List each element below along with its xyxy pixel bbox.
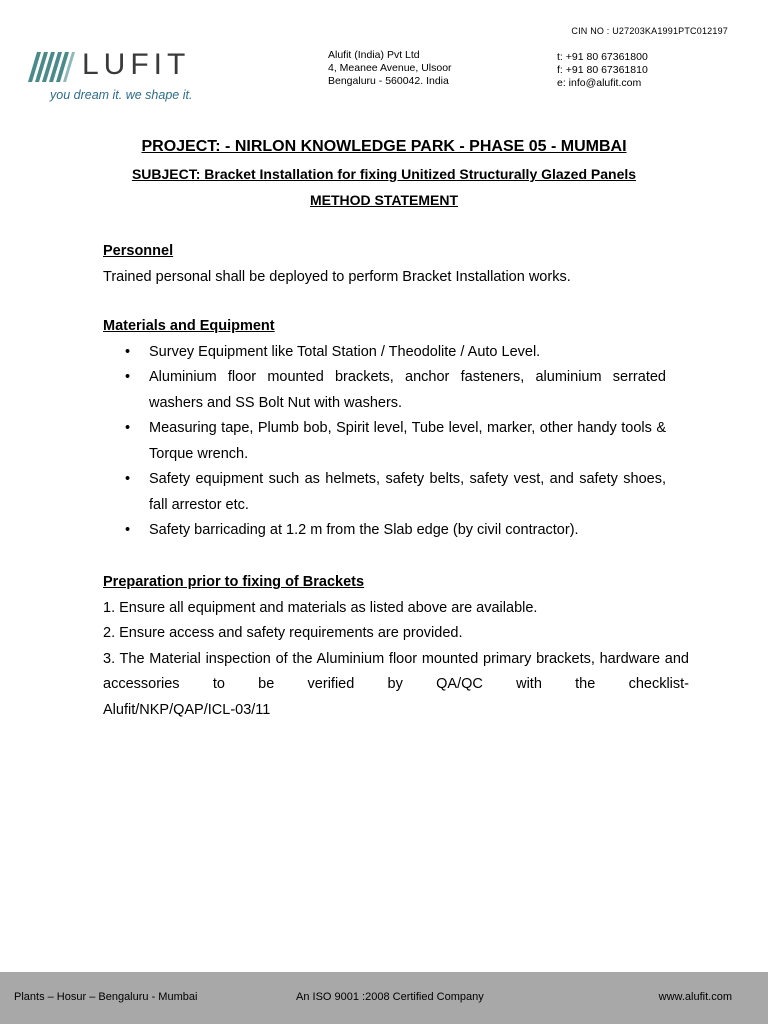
section-heading: Personnel <box>103 243 174 259</box>
fax: f: +91 80 67361810 <box>557 64 648 76</box>
materials-list <box>103 340 666 544</box>
project-title: PROJECT: - NIRLON KNOWLEDGE PARK - PHASE 05 - MUMBAI <box>141 138 627 155</box>
bullet-icon: • <box>125 471 131 487</box>
address-line: Alufit (India) Pvt Ltd <box>328 49 420 61</box>
company-logo <box>24 46 204 110</box>
step-item: 2. Ensure access and safety requirements are provided. <box>103 625 463 641</box>
personnel-text: Trained personal shall be deployed to perform Bracket Installation works. <box>103 268 571 285</box>
cin-number: CIN NO : U27203KA1991PTC012197 <box>571 26 728 36</box>
step-item: Alufit/NKP/QAP/ICL-03/11 <box>103 701 271 718</box>
section-heading: Preparation prior to fixing of Brackets <box>103 574 365 590</box>
list-item: • Safety barricading at 1.2 m from the Slab edge (by civil contractor). <box>103 518 666 544</box>
tagline: you dream it. we shape it. <box>50 88 193 102</box>
logo-mark-icon <box>28 52 80 82</box>
list-item: • Measuring tape, Plumb bob, Spirit level, Tube level, marker, other handy tools & Torque wrench. <box>103 416 666 467</box>
plants-text: Plants – Hosur – Bengaluru - Mumbai <box>14 991 198 1003</box>
preparation-section <box>103 570 689 723</box>
step-item: 3. The Material inspection of the Aluminium floor mounted primary brackets, hardware and accessories to be verified by QA/QC with the checklist- <box>103 650 689 692</box>
personnel-section <box>103 239 666 290</box>
list-item: • Aluminium floor mounted brackets, anchor fasteners, aluminium serrated washers and SS Bolt Nut with washers. <box>103 365 666 416</box>
company-address <box>328 49 452 88</box>
step-item: 1. Ensure all equipment and materials as listed above are available. <box>103 599 538 616</box>
bullet-icon: • <box>125 522 131 538</box>
bullet-icon: • <box>125 369 131 385</box>
website-link[interactable]: www.alufit.com <box>658 991 732 1003</box>
phone: t: +91 80 67361800 <box>557 51 648 63</box>
bullet-icon: • <box>125 343 131 360</box>
bullet-icon: • <box>125 420 131 436</box>
subject-line: SUBJECT: Bracket Installation for fixing Unitized Structurally Glazed Panels <box>131 166 637 182</box>
document-type: METHOD STATEMENT <box>309 192 459 208</box>
list-item: • Survey Equipment like Total Station / Theodolite / Auto Level. <box>103 340 666 366</box>
page-footer <box>0 972 768 1024</box>
materials-section <box>103 314 666 544</box>
logo-wordmark: LUFIT <box>82 48 191 81</box>
email: e: info@alufit.com <box>557 77 642 89</box>
address-line: 4, Meanee Avenue, Ulsoor <box>328 62 452 74</box>
iso-text: An ISO 9001 :2008 Certified Company <box>296 991 484 1003</box>
list-item: • Safety equipment such as helmets, safety belts, safety vest, and safety shoes, fall arrestor etc. <box>103 467 666 518</box>
company-contact <box>557 51 648 90</box>
section-heading: Materials and Equipment <box>103 318 275 334</box>
address-line: Bengaluru - 560042. India <box>328 75 449 87</box>
